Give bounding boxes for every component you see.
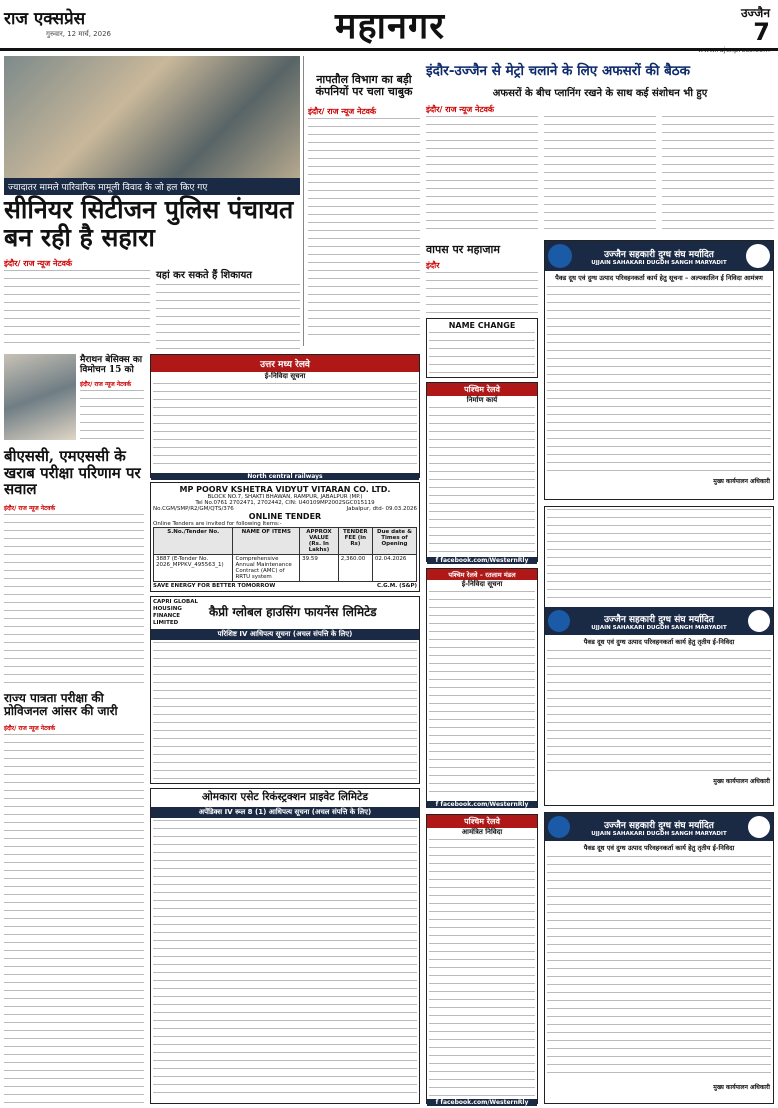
table-header: Due date & Times of Opening <box>372 528 416 555</box>
edition-city: उज्जैन <box>740 6 770 20</box>
name-change-body <box>429 332 535 376</box>
mppkvvcl-intro: Online Tenders are invited for following Items:- <box>153 521 282 527</box>
dugdh-3-table <box>547 856 771 1080</box>
capri-title: कैप्री ग्लोबल हाउसिंग फायनेंस लिमिटेड <box>209 605 377 620</box>
table-cell: Comprehensive Annual Maintenance Contract (AMC) of RRTU system <box>233 555 300 582</box>
napatol-byline: इंदौर/ राज न्यूज नेटवर्क <box>308 107 377 116</box>
omkara-table-body <box>153 820 417 1100</box>
table-row <box>154 555 417 582</box>
western-1-social[interactable]: f facebook.com/WesternRly <box>427 557 537 564</box>
western-railway-ad-1 <box>426 382 538 562</box>
paper-name: राज एक्सप्रेस <box>4 9 86 29</box>
western-1-title: पश्चिम रेलवे <box>427 383 537 396</box>
name-change-notice <box>426 318 538 378</box>
omkara-asset-ad <box>150 788 420 1104</box>
western-3-subtitle: आमंत्रित निविदा <box>461 828 503 836</box>
dugdh-2-notice: पैक्ड दूध एवं दुग्ध उत्पाद परिवहनकर्ता कार्य हेतु तृतीय ई-निविदा <box>583 638 735 646</box>
napatol-body <box>308 118 420 340</box>
dugdh-2-title-en: UJJAIN SAHAKARI DUGDH SANGH MARYADIT <box>591 624 727 631</box>
metro-byline: इंदौर/ राज न्यूज नेटवर्क <box>426 105 495 114</box>
table-cell: 3887 (E-Tender No. 2026_MPPKV_495563_1) <box>154 555 233 582</box>
dugdh-logo-icon <box>548 244 572 268</box>
sanchi-logo-icon <box>748 816 770 838</box>
table-cell: 2,360.00 <box>338 555 372 582</box>
western-2-social[interactable]: f facebook.com/WesternRly <box>427 801 537 808</box>
metro-headline: इंदौर-उज्जैन से मेट्रो चलाने के लिए अफसरों की बैठक <box>426 63 690 79</box>
police-story-byline: इंदौर/ राज न्यूज नेटवर्क <box>4 259 73 268</box>
dugdh-3-title-en: UJJAIN SAHAKARI DUGDH SANGH MARYADIT <box>591 830 727 837</box>
dugdh-sangh-ad-2 <box>544 506 774 806</box>
dugdh-1-title-hi: उज्जैन सहकारी दुग्ध संघ मर्यादित <box>604 249 714 260</box>
sanchi-logo-icon <box>746 244 770 268</box>
table-cell: 39.59 <box>300 555 339 582</box>
metro-body-col2 <box>544 116 656 236</box>
police-meeting-photo <box>4 56 300 178</box>
capri-global-ad <box>150 596 420 784</box>
mppkvvcl-ref-date: Jabalpur, dtd- 09.03.2026 <box>346 506 417 512</box>
bsc-headline: बीएससी, एमएससी के खराब परीक्षा परिणाम पर सवाल <box>4 447 141 498</box>
state-exam-headline: राज्य पात्रता परीक्षा की प्रोविजनल आंसर की जारी <box>4 691 118 719</box>
mppkvvcl-address: BLOCK NO.7, SHAKTI BHAWAN, RAMPUR, JABALPUR (MP.) <box>207 494 363 500</box>
marathon-headline: मैराथन बेसिक्स का विमोचन 15 को <box>80 355 143 375</box>
state-exam-body <box>4 734 144 1104</box>
police-story-body-col1 <box>4 270 150 350</box>
mppkvvcl-signature: C.G.M. (S&P) <box>376 583 417 589</box>
western-2-subtitle: ई-निविदा सूचना <box>461 580 503 588</box>
metro-body-col1 <box>426 116 538 236</box>
section-title: महानगर <box>335 5 445 47</box>
masthead-rule <box>0 48 778 51</box>
sanchi-logo-icon <box>748 610 770 632</box>
dugdh-logo-icon <box>548 610 570 632</box>
column-divider <box>303 56 304 346</box>
marathon-byline: इंदौर/ राज न्यूज नेटवर्क <box>80 381 132 388</box>
western-1-subtitle: निर्माण कार्य <box>466 396 498 404</box>
dugdh-2-table <box>547 650 771 774</box>
capri-logo: CAPRI GLOBAL HOUSING FINANCE LIMITED <box>153 599 198 626</box>
table-header: S.No./Tender No. <box>154 528 233 555</box>
dugdh-2-footer: मुख्य कार्यपालन अधिकारी <box>713 778 770 785</box>
metro-body-col3 <box>662 116 774 236</box>
mppkvvcl-tagline: SAVE ENERGY FOR BETTER TOMORROW <box>153 583 276 589</box>
marathon-photo <box>4 354 76 440</box>
napatol-headline: नापतौल विभाग का बड़ी कंपनियों पर चला चाबुक <box>315 73 413 99</box>
dugdh-sangh-ad-1 <box>544 240 774 500</box>
dugdh-1-table <box>547 286 771 474</box>
state-exam-byline: इंदौर/ राज न्यूज नेटवर्क <box>4 725 56 732</box>
dugdh-3-notice: पैक्ड दूध एवं दुग्ध उत्पाद परिवहनकर्ता कार्य हेतु तृतीय ई-निविदा <box>583 844 735 852</box>
mppkvvcl-tender-table <box>153 527 417 582</box>
marathon-body <box>80 390 144 440</box>
dugdh-2-title-hi: उज्जैन सहकारी दुग्ध संघ मर्यादित <box>604 614 714 625</box>
dugdh-3-footer: मुख्य कार्यपालन अधिकारी <box>713 1084 770 1091</box>
issue-date: गुरुवार, 12 मार्च, 2026 <box>46 30 111 38</box>
western-3-social[interactable]: f facebook.com/WesternRly <box>427 1099 537 1106</box>
capri-table-body <box>153 642 417 782</box>
dugdh-sangh-ad-3 <box>544 812 774 1104</box>
photo-caption: ज्यादातर मामले पारिवारिक मामूली विवाद के जो हल किए गए <box>4 178 300 195</box>
table-header: NAME OF ITEMS <box>233 528 300 555</box>
bsc-byline: इंदौर/ राज न्यूज नेटवर्क <box>4 505 56 512</box>
omkara-title: ओमकारा एसेट रिकंस्ट्रक्शन प्राइवेट लिमिटेड <box>202 791 368 803</box>
police-story-subhead: यहां कर सकते हैं शिकायत <box>156 270 253 281</box>
police-story-body-col2 <box>156 284 300 350</box>
table-header: APPROX VALUE (Rs. In Lakhs) <box>300 528 339 555</box>
uttar-madhya-footer: North central railways <box>151 473 419 480</box>
mppkvvcl-title: ONLINE TENDER <box>248 512 322 521</box>
omkara-notice-title: अपेंडिक्स IV रूल 8 (1) आधिपत्य सूचना (अचल संपत्ति के लिए) <box>151 807 419 818</box>
wapas-headline: वापस पर महाजाम <box>426 243 500 256</box>
western-railway-ad-3 <box>426 814 538 1104</box>
mppkvvcl-tender-ad <box>150 482 420 592</box>
western-3-title: पश्चिम रेलवे <box>427 815 537 828</box>
western-railway-ad-2 <box>426 568 538 808</box>
uttar-madhya-subtitle: ई-निविदा सूचना <box>264 372 306 380</box>
name-change-title: NAME CHANGE <box>448 321 516 330</box>
capri-notice-title: परिशिष्ट IV आधिपत्य सूचना (अचल संपत्ति के लिए) <box>151 629 419 640</box>
table-header: TENDER FEE (in Rs) <box>338 528 372 555</box>
police-story-headline: सीनियर सिटीजन पुलिस पंचायत बन रही है सहारा <box>4 195 294 252</box>
dugdh-3-title-hi: उज्जैन सहकारी दुग्ध संघ मर्यादित <box>604 820 714 831</box>
wapas-byline: इंदौर <box>426 261 440 270</box>
page-number: 7 <box>753 18 770 46</box>
uttar-madhya-body <box>153 383 417 471</box>
western-3-body <box>429 839 535 1097</box>
dugdh-1-footer: मुख्य कार्यपालन अधिकारी <box>713 478 770 485</box>
dugdh-2-top-text <box>547 509 771 605</box>
western-2-body <box>429 591 535 799</box>
western-1-body <box>429 407 535 555</box>
mppkvvcl-tel: Tel No.0761 2702471, 2702442, CIN: U40109MP2002SGC015119 <box>195 500 375 506</box>
wapas-body <box>426 272 538 314</box>
table-cell: 02.04.2026 <box>372 555 416 582</box>
mppkvvcl-ref: No.CGM/SMP/R2/GM/QTS/376 <box>153 506 234 512</box>
metro-subhead: अफसरों के बीच प्लानिंग रखने के साथ कई संशोधन भी हुए <box>492 88 708 99</box>
western-2-title: पश्चिम रेलवे – रतलाम मंडल <box>427 569 537 580</box>
uttar-madhya-railway-ad <box>150 354 420 478</box>
dugdh-logo-icon <box>548 816 570 838</box>
uttar-madhya-title: उत्तर मध्य रेलवे <box>151 355 419 372</box>
dugdh-1-title-en: UJJAIN SAHAKARI DUGDH SANGH MARYADIT <box>591 259 727 266</box>
dugdh-1-notice: पैक्ड दूध एवं दुग्ध उत्पाद परिवहनकर्ता कार्य हेतु सूचना – अल्पकालिन ई निविदा आमंत्रण <box>555 274 763 282</box>
bsc-body <box>4 514 144 684</box>
mppkvvcl-company: MP POORV KSHETRA VIDYUT VITARAN CO. LTD. <box>179 485 391 494</box>
